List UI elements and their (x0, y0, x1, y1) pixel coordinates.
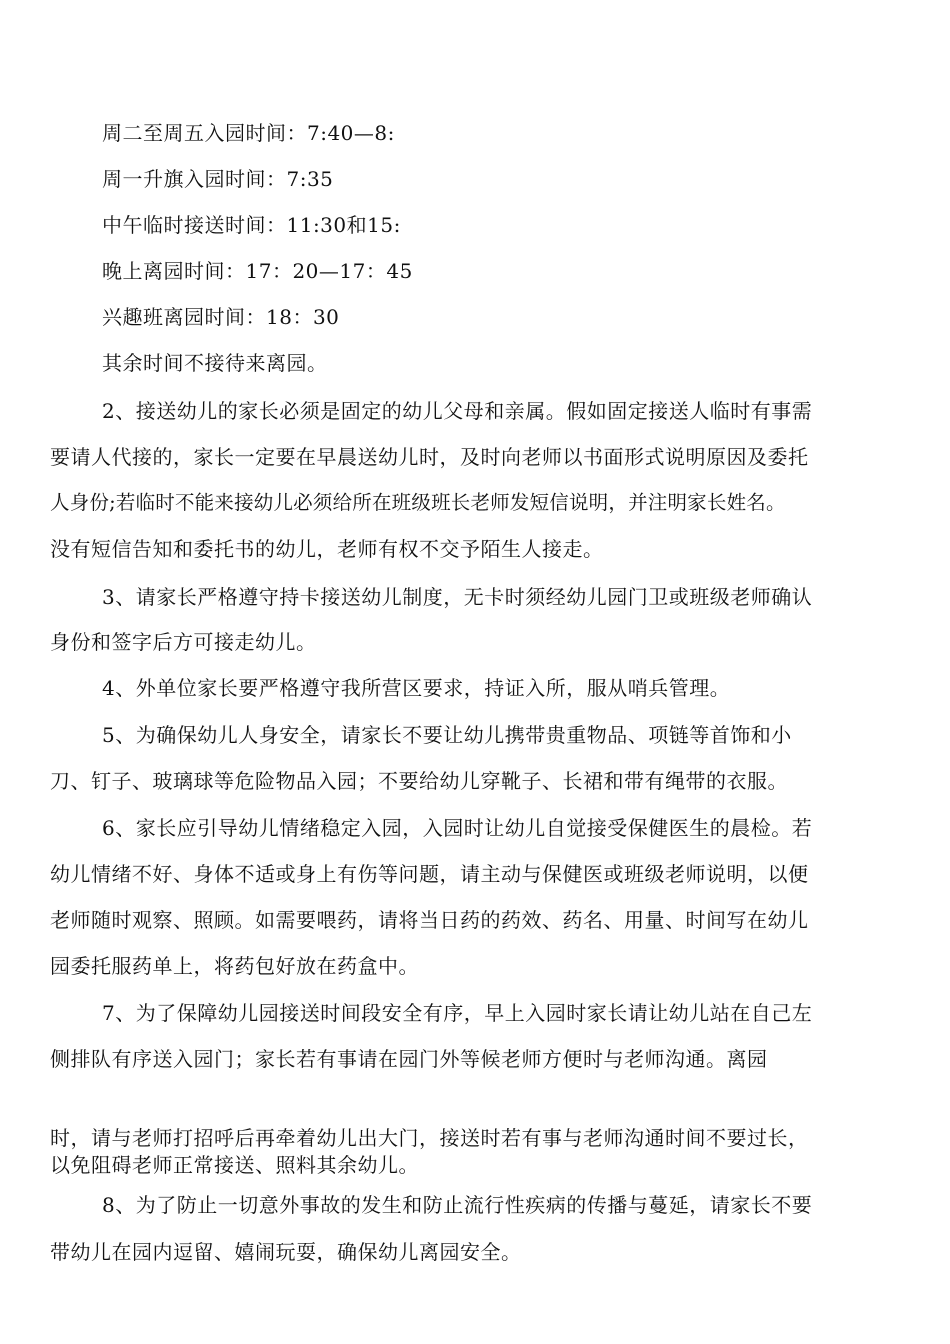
rule-4-line-1: 4、外单位家长要严格遵守我所营区要求，持证入所，服从哨兵管理。 (102, 676, 731, 700)
rule-7-line-4: 以免阻碍老师正常接送、照料其余幼儿。 (50, 1153, 419, 1177)
rule-7-line-1: 7、为了保障幼儿园接送时间段安全有序，早上入园时家长请让幼儿站在自己左 (102, 1001, 813, 1025)
rule-2-line-1: 2、接送幼儿的家长必须是固定的幼儿父母和亲属。假如固定接送人临时有事需 (102, 399, 813, 423)
rule-6-line-1: 6、家长应引导幼儿情绪稳定入园，入园时让幼儿自觉接受保健医生的晨检。若 (102, 816, 813, 840)
schedule-other: 其余时间不接待来离园。 (102, 351, 328, 375)
rule-3-line-2: 身份和签字后方可接走幼儿。 (50, 630, 317, 654)
schedule-interest: 兴趣班离园时间：18：30 (102, 305, 340, 329)
rule-6-line-4: 园委托服药单上，将药包好放在药盒中。 (50, 954, 419, 978)
schedule-evening: 晚上离园时间：17：20—17：45 (102, 259, 413, 283)
rule-5-line-2: 刀、钉子、玻璃球等危险物品入园；不要给幼儿穿靴子、长裙和带有绳带的衣服。 (50, 769, 788, 793)
schedule-monday: 周一升旗入园时间：7:35 (102, 167, 334, 191)
rule-6-line-3: 老师随时观察、照顾。如需要喂药，请将当日药的药效、药名、用量、时间写在幼儿 (50, 908, 809, 932)
rule-5-line-1: 5、为确保幼儿人身安全，请家长不要让幼儿携带贵重物品、项链等首饰和小 (102, 723, 792, 747)
schedule-tue-fri: 周二至周五入园时间：7:40—8: (102, 121, 395, 145)
rule-7-line-3: 时，请与老师打招呼后再牵着幼儿出大门，接送时若有事与老师沟通时间不要过长， (50, 1126, 809, 1150)
rule-2-line-4: 没有短信告知和委托书的幼儿，老师有权不交予陌生人接走。 (50, 537, 604, 561)
rule-8-line-1: 8、为了防止一切意外事故的发生和防止流行性疾病的传播与蔓延，请家长不要 (102, 1193, 813, 1217)
rule-8-line-2: 带幼儿在园内逗留、嬉闹玩耍，确保幼儿离园安全。 (50, 1240, 522, 1264)
rule-2-line-3: 人身份;若临时不能来接幼儿必须给所在班级班长老师发短信说明，并注明家长姓名。 (50, 491, 786, 514)
rule-2-line-2: 要请人代接的，家长一定要在早晨送幼儿时，及时向老师以书面形式说明原因及委托 (50, 445, 809, 469)
rule-6-line-2: 幼儿情绪不好、身体不适或身上有伤等问题，请主动与保健医或班级老师说明，以便 (50, 862, 809, 886)
rule-3-line-1: 3、请家长严格遵守持卡接送幼儿制度，无卡时须经幼儿园门卫或班级老师确认 (102, 585, 813, 609)
rule-7-line-2: 侧排队有序送入园门；家长若有事请在园门外等候老师方便时与老师沟通。离园 (50, 1047, 768, 1071)
schedule-noon: 中午临时接送时间：11:30和15: (102, 213, 401, 237)
